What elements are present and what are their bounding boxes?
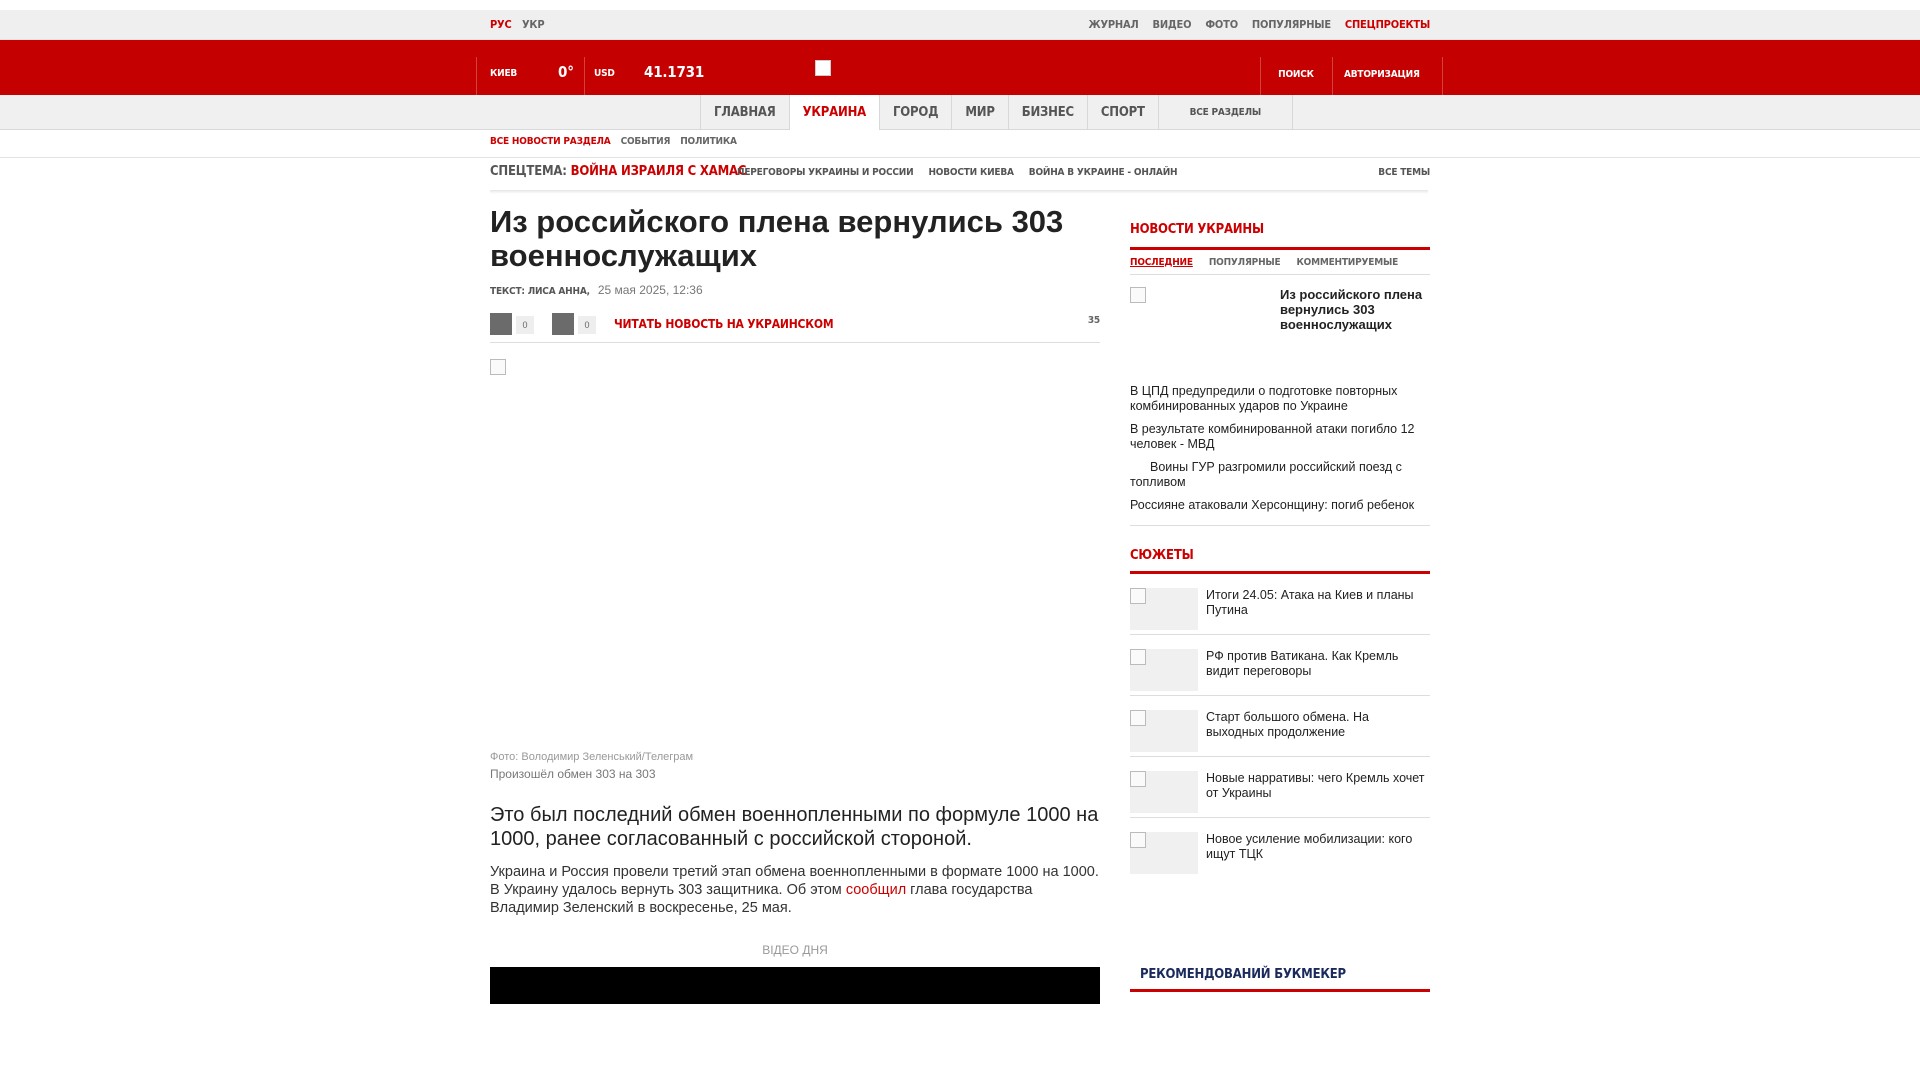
auth-button[interactable]: АВТОРИЗАЦИЯ	[1344, 69, 1420, 80]
special-topic-label	[490, 164, 746, 179]
share-row	[490, 313, 1100, 343]
article-body	[490, 863, 1100, 917]
share-count: 0	[578, 316, 596, 334]
all-topics-link[interactable]: ВСЕ ТЕМЫ	[1378, 167, 1430, 178]
source-link[interactable]: сообщил	[845, 882, 907, 898]
news-item[interactable]: Воины ГУР разгромили российский поезд с топливом	[1130, 460, 1402, 489]
read-in-ukrainian-link[interactable]: ЧИТАТЬ НОВОСТЬ НА УКРАИНСКОМ	[614, 317, 834, 331]
article-date: 25 мая 2025, 12:36	[597, 283, 703, 297]
special-topic-prefix: СПЕЦТЕМА:	[490, 164, 567, 179]
divider	[1130, 525, 1430, 526]
main-nav	[0, 95, 1920, 130]
news-item[interactable]: Россияне атаковали Херсонщину: погиб ребенок	[1130, 498, 1415, 512]
divider	[1130, 989, 1430, 992]
nav-all-sections[interactable]: ВСЕ РАЗДЕЛЫ	[1159, 95, 1293, 130]
story-item[interactable]	[1130, 696, 1430, 757]
telegram-share-icon[interactable]	[552, 313, 574, 335]
news-item[interactable]: В ЦПД предупредили о подготовке повторных комбинированных ударов по Украине	[1130, 384, 1398, 413]
topic-negotiations[interactable]: ПЕРЕГОВОРЫ УКРАИНЫ И РОССИИ	[737, 167, 914, 178]
header-bar	[0, 40, 1920, 95]
photo-credit: Фото: Володимир Зеленський/Телеграм	[490, 751, 694, 763]
news-list	[1130, 384, 1430, 513]
nav-world[interactable]: МИР	[952, 95, 1008, 130]
nav-main[interactable]: ГЛАВНАЯ	[701, 95, 790, 130]
article-author[interactable]: ТЕКСТ: ЛИСА АННА,	[490, 286, 590, 297]
divider	[490, 190, 1428, 194]
nav-business[interactable]: БИЗНЕС	[1009, 95, 1088, 130]
broken-image-icon	[1130, 832, 1146, 848]
topic-war-online[interactable]: ВОЙНА В УКРАИНЕ - ОНЛАЙН	[1028, 167, 1178, 178]
article-title: Из российского плена вернулись 303 военнослужащих	[490, 204, 1064, 273]
currency-rate: 41.1731	[644, 63, 705, 81]
article	[490, 205, 1100, 1004]
subnav-all-news[interactable]: ВСЕ НОВОСТИ РАЗДЕЛА	[490, 136, 611, 147]
story-title[interactable]: Итоги 24.05: Атака на Киев и планы Путина	[1206, 588, 1414, 617]
top-bar	[0, 10, 1920, 40]
search-button[interactable]: ПОИСК	[1278, 69, 1314, 80]
broken-image-icon	[1130, 287, 1146, 303]
nav-city[interactable]: ГОРОД	[880, 95, 952, 130]
story-title[interactable]: Старт большого обмена. На выходных продолжение	[1206, 710, 1369, 739]
nav-ukraine[interactable]: УКРАИНА	[790, 95, 880, 130]
top-nav-magazine[interactable]: ЖУРНАЛ	[1088, 18, 1139, 31]
story-title[interactable]: РФ против Ватикана. Как Кремль видит переговоры	[1206, 649, 1399, 678]
sub-nav	[490, 136, 737, 147]
story-title[interactable]: Новые нарративы: чего Кремль хочет от Украины	[1206, 771, 1425, 800]
tab-commented[interactable]: КОММЕНТИРУЕМЫЕ	[1296, 257, 1399, 268]
subnav-politics[interactable]: ПОЛИТИКА	[680, 136, 737, 147]
broken-image-icon	[1130, 588, 1146, 604]
subnav-events[interactable]: СОБЫТИЯ	[620, 136, 671, 147]
facebook-share-icon[interactable]	[490, 313, 512, 335]
story-item[interactable]	[1130, 818, 1430, 879]
news-tabs	[1130, 247, 1430, 275]
featured-thumbnail[interactable]	[1130, 287, 1278, 367]
broken-image-icon	[1130, 649, 1146, 665]
divider	[0, 157, 1920, 158]
body-text: Украина и Россия провели третий этап обмена военнопленными в формате 1000 на 1000. В Украину удалось вернуть 303 защитника. Об этом	[490, 864, 1099, 898]
news-item[interactable]: В результате комбинированной атаки погибло 12 человек - МВД	[1130, 422, 1415, 451]
special-topic-link[interactable]: ВОЙНА ИЗРАИЛЯ С ХАМАС	[570, 164, 747, 179]
stories-title[interactable]: СЮЖЕТЫ	[1130, 548, 1194, 563]
topic-kyiv-news[interactable]: НОВОСТИ КИЕВА	[928, 167, 1014, 178]
lang-ua-link[interactable]: УКР	[522, 18, 545, 31]
sidebar	[1130, 222, 1430, 879]
video-player[interactable]	[490, 967, 1100, 1004]
lang-ru-link[interactable]: РУС	[490, 18, 512, 31]
story-item[interactable]	[1130, 574, 1430, 635]
site-logo[interactable]	[815, 60, 831, 76]
article-meta	[490, 283, 1100, 297]
story-item[interactable]	[1130, 635, 1430, 696]
story-item[interactable]	[1130, 757, 1430, 818]
featured-news[interactable]	[1130, 287, 1430, 382]
top-nav-photo[interactable]: ФОТО	[1205, 18, 1238, 31]
story-title[interactable]: Новое усиление мобилизации: кого ищут ТЦК	[1206, 832, 1413, 861]
story-thumbnail[interactable]	[1130, 710, 1198, 752]
broken-image-icon	[1130, 771, 1146, 787]
special-topics-bar	[490, 164, 1430, 192]
broken-image-icon	[490, 359, 506, 375]
topics-list	[737, 167, 1177, 178]
weather-temperature: 0°	[558, 63, 574, 81]
video-of-day-label: ВІДЕО ДНЯ	[762, 943, 828, 957]
top-nav	[1089, 18, 1430, 31]
weather-city[interactable]: КИЕВ	[490, 68, 518, 79]
share-count: 0	[516, 316, 534, 334]
views-count: 35	[1087, 315, 1100, 326]
tab-latest[interactable]: ПОСЛЕДНИЕ	[1130, 257, 1193, 268]
top-nav-special-projects[interactable]: СПЕЦПРОЕКТЫ	[1344, 18, 1430, 31]
featured-news-title[interactable]: Из российского плена вернулись 303 военнослужащих	[1280, 287, 1423, 332]
story-thumbnail[interactable]	[1130, 588, 1198, 630]
body-text: глава государства Владимир Зеленский в воскресенье, 25 мая.	[490, 882, 1033, 916]
story-thumbnail[interactable]	[1130, 771, 1198, 813]
tab-popular[interactable]: ПОПУЛЯРНЫЕ	[1208, 257, 1281, 268]
top-nav-video[interactable]: ВИДЕО	[1152, 18, 1192, 31]
nav-sport[interactable]: СПОРТ	[1088, 95, 1159, 130]
sidebar-news-title[interactable]: НОВОСТИ УКРАИНЫ	[1130, 222, 1264, 237]
top-nav-popular[interactable]: ПОПУЛЯРНЫЕ	[1251, 18, 1331, 31]
story-thumbnail[interactable]	[1130, 649, 1198, 691]
currency-label: USD	[594, 68, 615, 79]
photo-caption: Произошёл обмен 303 на 303	[490, 767, 656, 781]
bookmaker-title: РЕКОМЕНДОВАНИЙ БУКМЕКЕР	[1140, 967, 1346, 982]
bookmaker-block	[1130, 967, 1430, 992]
broken-image-icon	[1130, 710, 1146, 726]
article-image	[490, 359, 1100, 749]
article-lead: Это был последний обмен военнопленными по формуле 1000 на 1000, ранее согласованный с российской стороной.	[490, 804, 1099, 850]
story-thumbnail[interactable]	[1130, 832, 1198, 874]
